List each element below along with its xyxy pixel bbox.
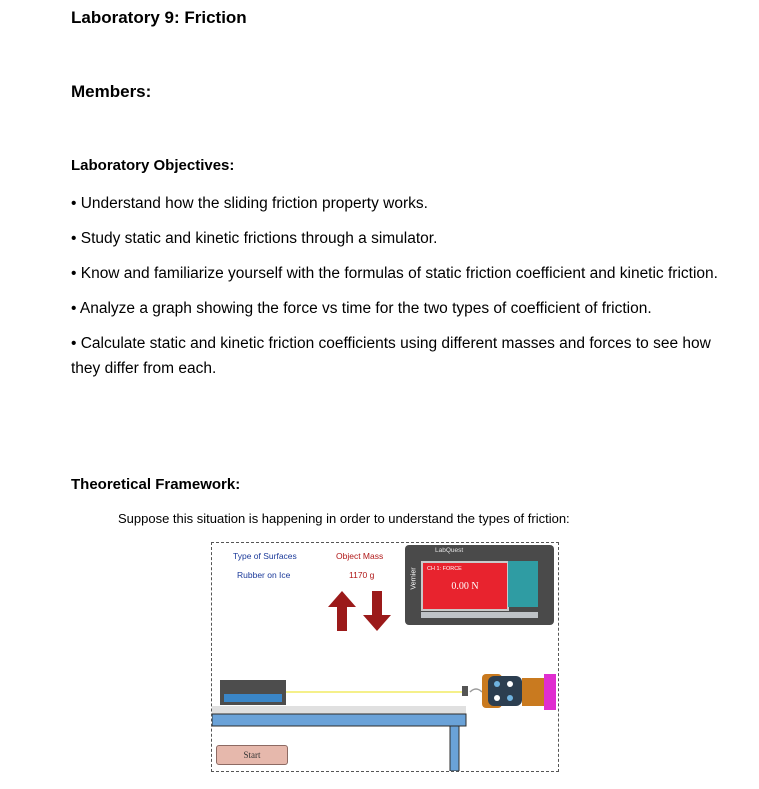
labquest-brand: LabQuest (435, 547, 464, 554)
objective-item: • Understand how the sliding friction property works. (71, 195, 428, 212)
objective-item: • Study static and kinetic frictions through a simulator. (71, 230, 438, 247)
force-sensor[interactable] (488, 676, 522, 706)
members-label: Members: (71, 82, 152, 101)
start-button[interactable]: Start (216, 745, 288, 765)
force-display (421, 561, 509, 611)
object-mass-value: 1170 g (349, 570, 375, 580)
table-leg (450, 726, 459, 771)
surface-type-label: Type of Surfaces (233, 551, 297, 561)
force-reading: 0.00 N (451, 581, 479, 592)
labquest-device (405, 545, 554, 625)
mass-decrease-icon[interactable] (363, 591, 391, 631)
objective-item: • Know and familiarize yourself with the formulas of static friction coefficient and kinetic friction. (71, 265, 718, 282)
mass-increase-icon[interactable] (328, 591, 356, 631)
framework-intro: Suppose this situation is happening in order to understand the types of friction: (118, 511, 570, 526)
pulley-clamp (462, 686, 468, 696)
objective-item: • Calculate static and kinetic friction coefficients using different masses and forces to see how they differ from each. (71, 335, 711, 377)
vernier-label: Vernier (410, 567, 418, 590)
channel-label: CH 1: FORCE (427, 566, 462, 572)
device-side-panel (508, 561, 538, 607)
block-surface (224, 694, 282, 702)
hook-icon (470, 689, 482, 692)
device-status-bar (421, 612, 538, 618)
objective-item: • Analyze a graph showing the force vs time for the two types of coefficient of friction. (71, 300, 652, 317)
objectives-list (71, 191, 721, 391)
pull-handle[interactable] (544, 674, 556, 710)
surface-type-value[interactable]: Rubber on Ice (237, 570, 291, 580)
object-mass-label: Object Mass (336, 551, 384, 561)
hand-icon (522, 678, 544, 706)
document-title: Laboratory 9: Friction (71, 8, 247, 27)
objectives-heading: Laboratory Objectives: (71, 157, 235, 174)
table-top-surface (212, 706, 466, 714)
table-top (212, 714, 466, 726)
friction-simulator (211, 542, 559, 772)
framework-heading: Theoretical Framework: (71, 476, 241, 493)
